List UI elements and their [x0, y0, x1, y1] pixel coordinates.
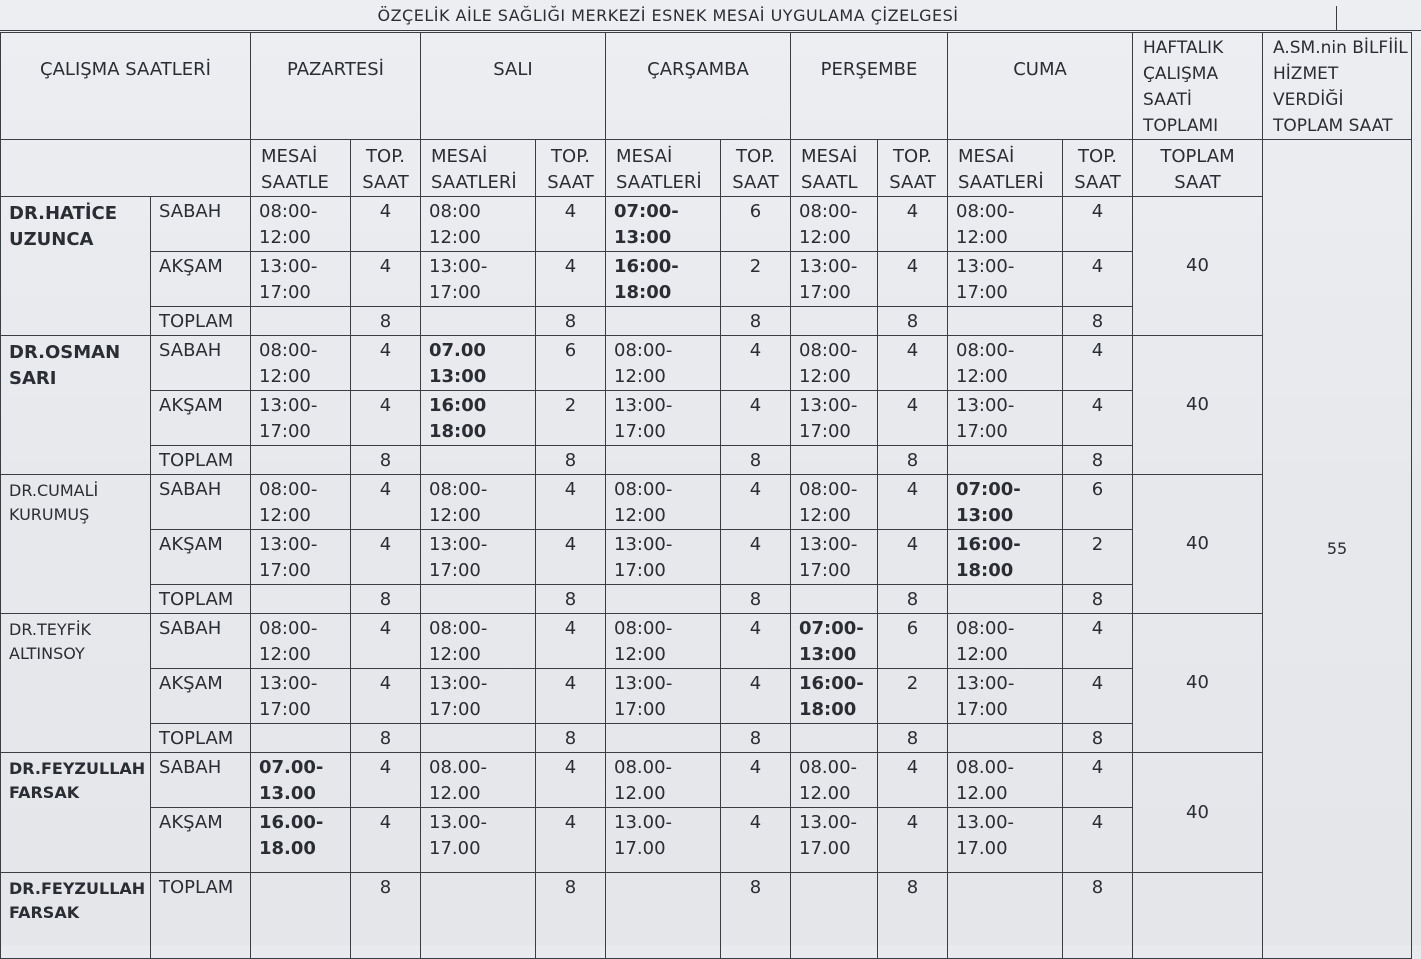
empty-cell	[791, 585, 878, 614]
empty-cell	[791, 446, 878, 475]
weekly-total: 40	[1133, 475, 1263, 614]
shift-label: AKŞAM	[151, 391, 251, 446]
shift-total: 4	[721, 336, 791, 391]
shift-hours: 16:00-18:00	[791, 669, 878, 724]
day-total: 8	[536, 307, 606, 336]
shift-hours: 13:00-17:00	[791, 391, 878, 446]
weekly-total: 40	[1133, 336, 1263, 475]
table-row	[1, 753, 1412, 808]
shift-total: 4	[721, 753, 791, 808]
empty-cell	[421, 446, 536, 475]
shift-total: 2	[536, 391, 606, 446]
empty-cell	[421, 585, 536, 614]
title-corner-cell	[1336, 6, 1421, 31]
shift-hours: 13.00-17.00	[606, 808, 721, 873]
empty-cell	[421, 724, 536, 753]
shift-total: 4	[721, 669, 791, 724]
shift-hours: 13:00-17:00	[791, 252, 878, 307]
shift-hours: 08:00 12:00	[421, 197, 536, 252]
shift-total: 4	[878, 753, 948, 808]
shift-total: 4	[351, 753, 421, 808]
subheader-mesai: MESAİ SAATL	[791, 140, 878, 197]
shift-total: 4	[351, 391, 421, 446]
shift-total: 4	[1063, 252, 1133, 307]
shift-hours: 08.00-12.00	[948, 753, 1063, 808]
shift-total: 4	[351, 475, 421, 530]
shift-total: 4	[1063, 391, 1133, 446]
shift-total: 4	[1063, 614, 1133, 669]
subheader-blank	[1, 140, 251, 197]
day-total: 8	[351, 307, 421, 336]
doctor-name: DR.CUMALİ KURUMUŞ	[1, 475, 151, 614]
shift-hours: 08:00-12:00	[791, 336, 878, 391]
shift-total: 4	[351, 530, 421, 585]
header-day-persembe: PERŞEMBE	[791, 33, 948, 140]
day-total: 8	[721, 724, 791, 753]
shift-hours: 13:00-17:00	[421, 530, 536, 585]
day-total: 8	[536, 724, 606, 753]
empty-cell	[948, 724, 1063, 753]
shift-label: AKŞAM	[151, 530, 251, 585]
shift-hours: 16:00-18:00	[948, 530, 1063, 585]
shift-hours: 08:00-12:00	[791, 197, 878, 252]
shift-label: TOPLAM	[151, 446, 251, 475]
subheader-mesai: MESAİ SAATLERİ	[606, 140, 721, 197]
shift-total: 4	[536, 197, 606, 252]
empty-cell	[251, 585, 351, 614]
shift-total: 4	[1063, 197, 1133, 252]
shift-hours: 08.00-12.00	[791, 753, 878, 808]
shift-total: 6	[878, 614, 948, 669]
empty-cell	[948, 585, 1063, 614]
subheader-top-saat: TOP. SAAT	[878, 140, 948, 197]
empty-cell	[1133, 873, 1263, 959]
weekly-total: 40	[1133, 197, 1263, 336]
shift-hours: 08.00-12.00	[421, 753, 536, 808]
day-total: 8	[1063, 446, 1133, 475]
shift-label: SABAH	[151, 197, 251, 252]
day-total: 8	[721, 307, 791, 336]
empty-cell	[948, 873, 1063, 959]
table-row	[1, 614, 1412, 669]
shift-total: 4	[536, 808, 606, 873]
shift-label: AKŞAM	[151, 669, 251, 724]
shift-label: AKŞAM	[151, 808, 251, 873]
shift-hours: 13:00-17:00	[606, 530, 721, 585]
shift-hours: 07.00-13.00	[251, 753, 351, 808]
shift-hours: 13:00-17:00	[948, 669, 1063, 724]
shift-total: 4	[878, 252, 948, 307]
shift-total: 4	[536, 669, 606, 724]
shift-hours: 13:00-17:00	[606, 669, 721, 724]
shift-hours: 07:00-13:00	[791, 614, 878, 669]
shift-hours: 08:00-12:00	[791, 475, 878, 530]
empty-cell	[791, 307, 878, 336]
shift-hours: 13:00-17:00	[948, 391, 1063, 446]
subheader-mesai: MESAİ SAATLE	[251, 140, 351, 197]
shift-total: 4	[878, 808, 948, 873]
shift-hours: 13:00-17:00	[421, 252, 536, 307]
day-total: 8	[721, 446, 791, 475]
empty-cell	[606, 724, 721, 753]
shift-label: TOPLAM	[151, 724, 251, 753]
shift-hours: 13.00-17.00	[791, 808, 878, 873]
shift-total: 6	[721, 197, 791, 252]
day-total: 8	[536, 446, 606, 475]
shift-hours: 16.00-18.00	[251, 808, 351, 873]
page-title: ÖZÇELİK AİLE SAĞLIĞI MERKEZİ ESNEK MESAİ UYGULAMA ÇİZELGESİ	[0, 6, 1336, 31]
shift-total: 6	[536, 336, 606, 391]
shift-hours: 08:00-12:00	[606, 475, 721, 530]
shift-hours: 16:00-18:00	[606, 252, 721, 307]
shift-total: 4	[536, 614, 606, 669]
shift-label: SABAH	[151, 475, 251, 530]
empty-cell	[421, 307, 536, 336]
shift-total: 4	[536, 475, 606, 530]
shift-hours: 13:00-17:00	[251, 530, 351, 585]
table-row	[1, 873, 1412, 959]
day-total: 8	[878, 446, 948, 475]
shift-total: 4	[721, 391, 791, 446]
shift-total: 4	[536, 530, 606, 585]
shift-hours: 13:00-17:00	[791, 530, 878, 585]
shift-total: 4	[536, 252, 606, 307]
shift-hours: 08:00-12:00	[421, 614, 536, 669]
shift-hours: 13:00-17:00	[948, 252, 1063, 307]
empty-cell	[421, 873, 536, 959]
shift-hours: 13:00-17:00	[251, 391, 351, 446]
shift-total: 4	[351, 808, 421, 873]
shift-hours: 07.00 13:00	[421, 336, 536, 391]
shift-total: 4	[878, 391, 948, 446]
day-total: 8	[351, 585, 421, 614]
empty-cell	[251, 446, 351, 475]
shift-hours: 13:00-17:00	[421, 669, 536, 724]
empty-cell	[251, 307, 351, 336]
subheader-top-saat: TOP. SAAT	[721, 140, 791, 197]
empty-cell	[251, 873, 351, 959]
header-calisma-saatleri: ÇALIŞMA SAATLERİ	[1, 33, 251, 140]
shift-label: TOPLAM	[151, 307, 251, 336]
asm-total-value: 55	[1263, 140, 1412, 959]
day-total: 8	[351, 873, 421, 959]
day-total: 8	[1063, 873, 1133, 959]
day-total: 8	[1063, 724, 1133, 753]
empty-cell	[606, 307, 721, 336]
shift-total: 4	[878, 475, 948, 530]
shift-total: 4	[721, 530, 791, 585]
day-total: 8	[536, 585, 606, 614]
shift-label: SABAH	[151, 614, 251, 669]
shift-hours: 08:00-12:00	[606, 336, 721, 391]
shift-total: 4	[878, 336, 948, 391]
subheader-mesai: MESAİ SAATLERİ	[948, 140, 1063, 197]
shift-total: 4	[536, 753, 606, 808]
shift-label: AKŞAM	[151, 252, 251, 307]
shift-total: 4	[878, 530, 948, 585]
doctor-name: DR.TEYFİK ALTINSOY	[1, 614, 151, 753]
shift-total: 6	[1063, 475, 1133, 530]
header-weekly-total: HAFTALIK ÇALIŞMA SAATİ TOPLAMI	[1133, 33, 1263, 140]
shift-total: 2	[1063, 530, 1133, 585]
subheader-top-saat: TOP. SAAT	[1063, 140, 1133, 197]
shift-hours: 13:00-17:00	[251, 252, 351, 307]
day-total: 8	[1063, 307, 1133, 336]
table-row	[1, 336, 1412, 391]
shift-hours: 08:00-12:00	[948, 197, 1063, 252]
doctor-name: DR.OSMAN SARI	[1, 336, 151, 475]
doctor-name: DR.FEYZULLAH FARSAK	[1, 873, 151, 959]
doctor-name: DR.FEYZULLAH FARSAK	[1, 753, 151, 873]
shift-hours: 07:00-13:00	[948, 475, 1063, 530]
header-asm-total: A.SM.nin BİLFİİL HİZMET VERDİĞİ TOPLAM SAAT	[1263, 33, 1412, 140]
shift-hours: 16:00 18:00	[421, 391, 536, 446]
day-total: 8	[878, 307, 948, 336]
shift-total: 4	[721, 475, 791, 530]
shift-hours: 08:00-12:00	[251, 336, 351, 391]
day-total: 8	[878, 585, 948, 614]
empty-cell	[948, 307, 1063, 336]
shift-total: 4	[351, 336, 421, 391]
shift-total: 4	[1063, 753, 1133, 808]
header-row	[1, 33, 1412, 140]
day-total: 8	[351, 724, 421, 753]
subheader-toplam-saat: TOPLAM SAAT	[1133, 140, 1263, 197]
header-day-sali: SALI	[421, 33, 606, 140]
empty-cell	[791, 873, 878, 959]
shift-hours: 08.00-12.00	[606, 753, 721, 808]
day-total: 8	[721, 873, 791, 959]
shift-hours: 08:00-12:00	[421, 475, 536, 530]
empty-cell	[606, 446, 721, 475]
shift-hours: 08:00-12:00	[948, 336, 1063, 391]
shift-total: 4	[351, 252, 421, 307]
empty-cell	[606, 873, 721, 959]
shift-total: 4	[351, 614, 421, 669]
shift-hours: 13.00-17.00	[948, 808, 1063, 873]
shift-hours: 07:00-13:00	[606, 197, 721, 252]
shift-hours: 08:00-12:00	[251, 197, 351, 252]
schedule-table	[0, 32, 1412, 959]
shift-label: SABAH	[151, 753, 251, 808]
subheader-mesai: MESAİ SAATLERİ	[421, 140, 536, 197]
subheader-top-saat: TOP. SAAT	[536, 140, 606, 197]
day-total: 8	[1063, 585, 1133, 614]
header-day-cuma: CUMA	[948, 33, 1133, 140]
shift-hours: 13:00-17:00	[251, 669, 351, 724]
shift-hours: 08:00-12:00	[948, 614, 1063, 669]
shift-total: 4	[351, 669, 421, 724]
shift-total: 4	[721, 614, 791, 669]
shift-total: 4	[721, 808, 791, 873]
day-total: 8	[351, 446, 421, 475]
shift-label: SABAH	[151, 336, 251, 391]
shift-total: 2	[878, 669, 948, 724]
day-total: 8	[878, 873, 948, 959]
header-day-pazartesi: PAZARTESİ	[251, 33, 421, 140]
subheader-top-saat: TOP. SAAT	[351, 140, 421, 197]
subheader-row	[1, 140, 1412, 197]
empty-cell	[948, 446, 1063, 475]
day-total: 8	[878, 724, 948, 753]
shift-total: 4	[878, 197, 948, 252]
weekly-total: 40	[1133, 614, 1263, 753]
shift-total: 4	[351, 197, 421, 252]
shift-label: TOPLAM	[151, 873, 251, 959]
shift-hours: 13.00-17.00	[421, 808, 536, 873]
table-row	[1, 197, 1412, 252]
shift-total: 4	[1063, 336, 1133, 391]
empty-cell	[791, 724, 878, 753]
shift-hours: 08:00-12:00	[251, 475, 351, 530]
shift-hours: 08:00-12:00	[251, 614, 351, 669]
weekly-total: 40	[1133, 753, 1263, 873]
empty-cell	[251, 724, 351, 753]
shift-label: TOPLAM	[151, 585, 251, 614]
shift-hours: 13:00-17:00	[606, 391, 721, 446]
table-row	[1, 475, 1412, 530]
shift-total: 4	[1063, 669, 1133, 724]
empty-cell	[606, 585, 721, 614]
shift-hours: 08:00-12:00	[606, 614, 721, 669]
doctor-name: DR.HATİCE UZUNCA	[1, 197, 151, 336]
shift-total: 4	[1063, 808, 1133, 873]
day-total: 8	[721, 585, 791, 614]
shift-total: 2	[721, 252, 791, 307]
day-total: 8	[536, 873, 606, 959]
header-day-carsamba: ÇARŞAMBA	[606, 33, 791, 140]
